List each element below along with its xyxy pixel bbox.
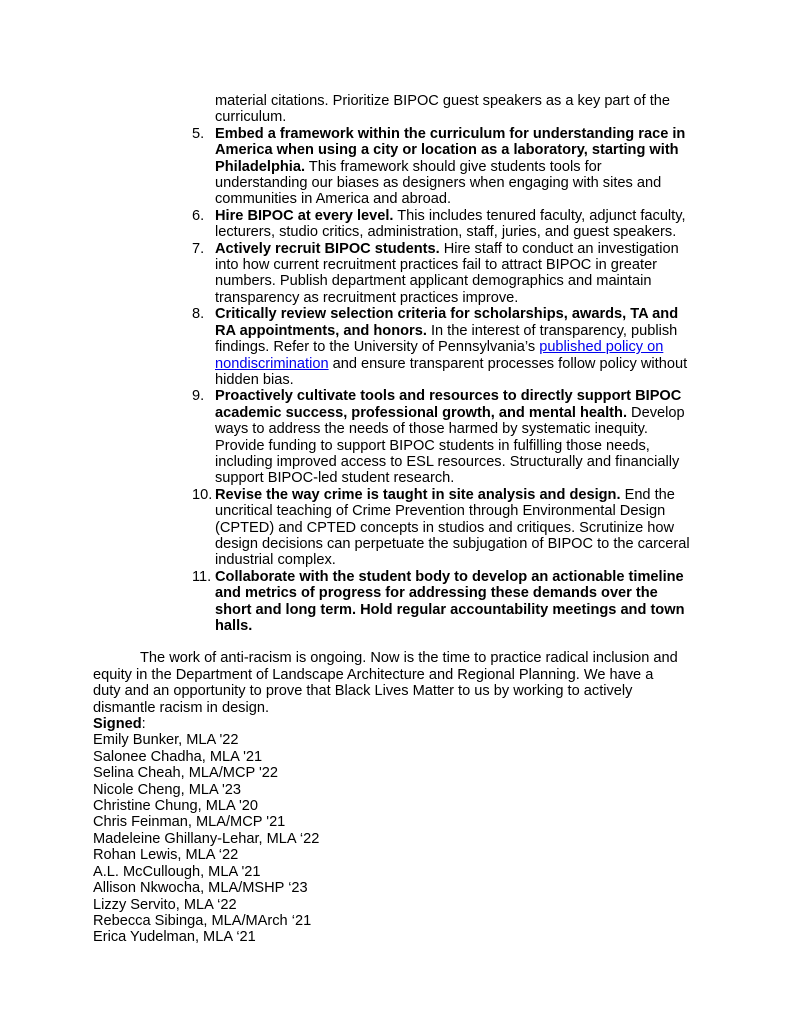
signed-colon: : xyxy=(141,716,146,733)
list-item xyxy=(93,306,697,388)
item-heading: Critically review selection criteria for scholarships, awards, TA and RA appointments, and honors. xyxy=(215,306,679,339)
continuation-text: material citations. Prioritize BIPOC guest speakers as a key part of the curriculum. xyxy=(215,93,671,126)
signed-line xyxy=(93,716,703,732)
item-heading: Collaborate with the student body to develop an actionable timeline and metrics of progress for addressing these demands over the short and long term. Hold regular accountability meetings and town halls. xyxy=(215,568,685,634)
signatory: Salonee Chadha, MLA '21 xyxy=(93,748,263,765)
nondiscrimination-policy-link[interactable]: published policy on nondiscrimination xyxy=(215,339,664,372)
item-number: 9. xyxy=(192,388,205,405)
item-text: Hire staff to conduct an investigation into how current recruitment practices fail to attract BIPOC in greater numbers. Publish department applicant demographics and maintain transparency as recruitment practices improve. xyxy=(215,240,679,306)
signatory: Emily Bunker, MLA '22 xyxy=(93,732,239,749)
item-number: 10. xyxy=(192,486,213,503)
signatory: A.L. McCullough, MLA '21 xyxy=(93,863,261,880)
list-item xyxy=(93,388,697,486)
list-item xyxy=(93,126,697,208)
signed-label: Signed xyxy=(93,716,142,733)
closing-paragraph: The work of anti-racism is ongoing. Now is the time to practice radical inclusion and equity in the Department of Landscape Architecture and Regional Planning. We have a duty and an opportunity to prove that Black Lives Matter to us by working to actively dismantle racism in design. xyxy=(93,650,678,716)
signatory: Chris Feinman, MLA/MCP '21 xyxy=(93,814,286,831)
item-text: Develop ways to address the needs of those harmed by systematic inequity. Provide funding to support BIPOC students in fulfilling those needs, including improved access to ESL resources. Structurally and financially support BIPOC-led student research. xyxy=(215,404,685,487)
signatory: Allison Nkwocha, MLA/MSHP ‘23 xyxy=(93,880,308,897)
list-item xyxy=(93,487,697,569)
signatory: Lizzy Servito, MLA ‘22 xyxy=(93,896,237,913)
item-number: 8. xyxy=(192,306,205,323)
signatories-list xyxy=(93,732,703,945)
item-heading: Hire BIPOC at every level. xyxy=(215,207,394,224)
item-text: This includes tenured faculty, adjunct faculty, lecturers, studio critics, administration, staff, juries, and guest speakers. xyxy=(215,207,686,241)
signatory: Nicole Cheng, MLA '23 xyxy=(93,781,241,798)
item-text: This framework should give students tools for understanding our biases as designers when engaging with sites and communities in America and abroad. xyxy=(215,158,662,208)
item-text-after-link: and ensure transparent processes follow policy without hidden bias. xyxy=(215,355,688,388)
list-item xyxy=(93,208,697,241)
item-number: 11. xyxy=(192,568,212,585)
signatory: Christine Chung, MLA '20 xyxy=(93,798,259,815)
demands-list xyxy=(93,126,703,635)
item-text: In the interest of transparency, publish findings. Refer to the University of Pennsylvania’s xyxy=(215,322,678,356)
item-heading: Embed a framework within the curriculum for understanding race in America when using a city or location as a laboratory, starting with Philadelphia. xyxy=(215,125,686,175)
signatory: Madeleine Ghillany-Lehar, MLA ‘22 xyxy=(93,830,320,847)
item-number: 5. xyxy=(192,125,205,142)
signatory: Rohan Lewis, MLA ‘22 xyxy=(93,847,239,864)
signatory: Selina Cheah, MLA/MCP '22 xyxy=(93,765,279,782)
signatory: Erica Yudelman, MLA ‘21 xyxy=(93,929,256,946)
document-page xyxy=(93,93,703,946)
list-item xyxy=(93,241,697,307)
signatory: Rebecca Sibinga, MLA/MArch ‘21 xyxy=(93,912,312,929)
item-heading: Proactively cultivate tools and resources to directly support BIPOC academic success, professional growth, and mental health. xyxy=(215,388,682,421)
continuation-paragraph xyxy=(93,93,697,126)
item-text: End the uncritical teaching of Crime Prevention through Environmental Design (CPTED) and CPTED concepts in studios and critiques. Scrutinize how design decisions can perpetuate the subjugation of BIPOC to the carceral industrial complex. xyxy=(215,486,690,569)
item-number: 6. xyxy=(192,207,205,224)
list-item xyxy=(93,569,697,635)
item-heading: Actively recruit BIPOC students. xyxy=(215,240,440,257)
item-heading: Revise the way crime is taught in site analysis and design. xyxy=(215,486,621,503)
item-number: 7. xyxy=(192,240,205,257)
